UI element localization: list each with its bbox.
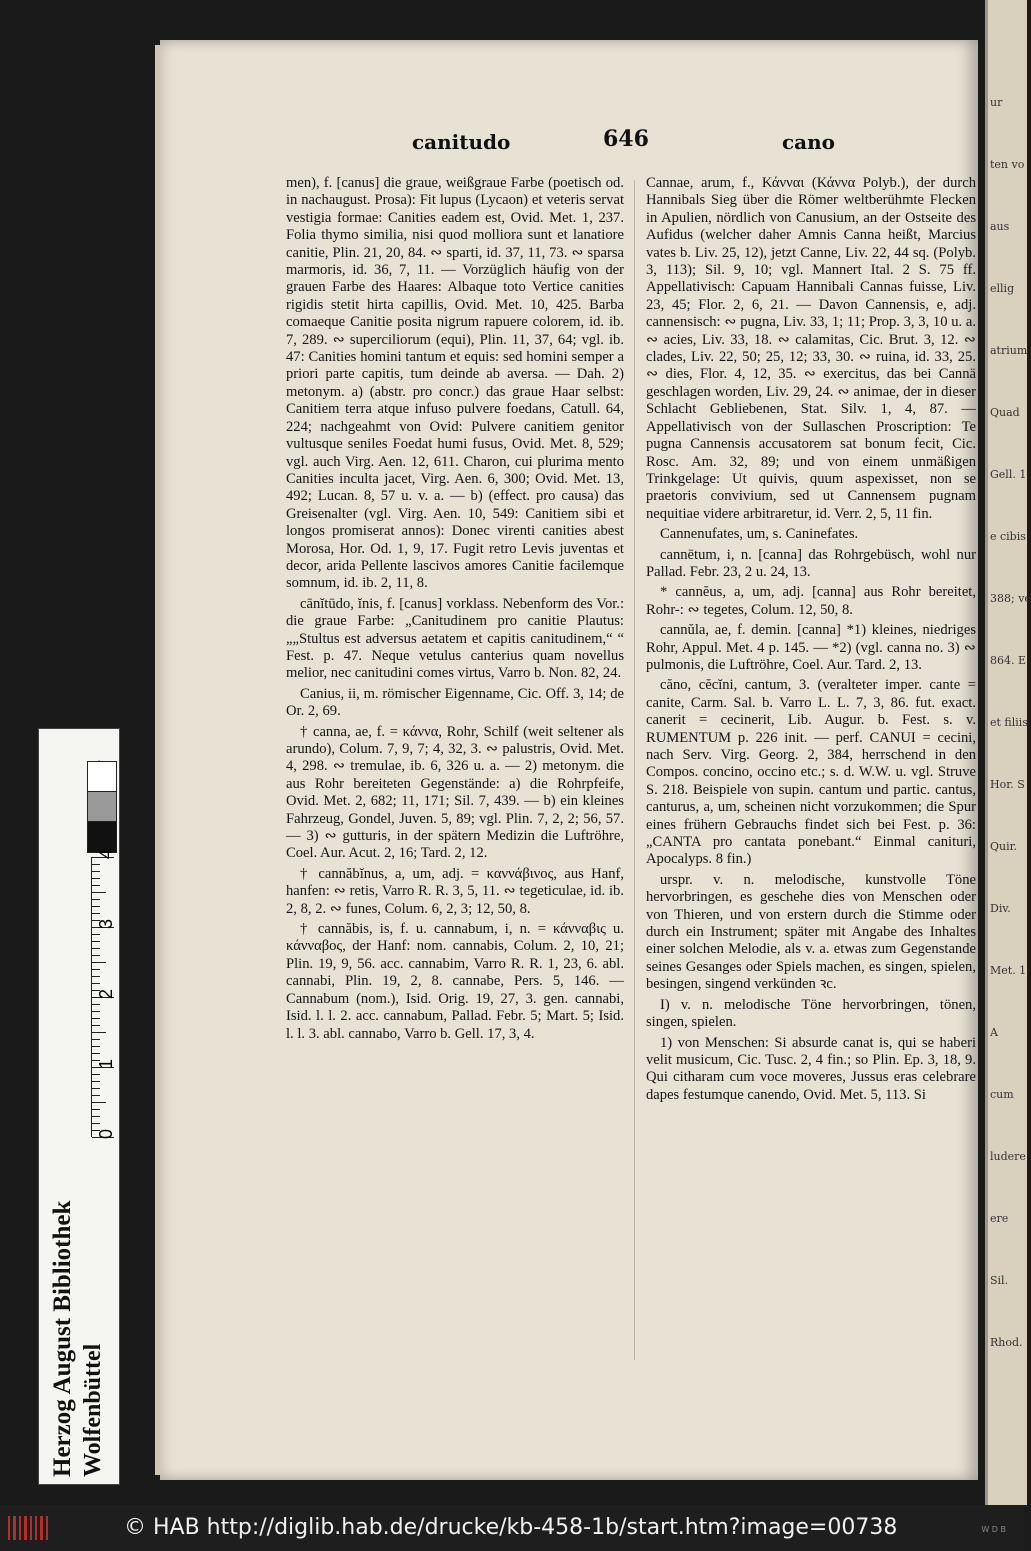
neighbor-page-edge: [985, 0, 1031, 1505]
neighbor-text-fragment: atrium: [990, 344, 1028, 357]
ruler-tick: [92, 1011, 100, 1012]
gray-swatch: [87, 791, 117, 823]
gray-swatch: [87, 761, 117, 793]
hab-logo-icon: [8, 1516, 48, 1540]
header-left-word: canitudo: [412, 130, 511, 154]
book-page: [160, 40, 978, 1480]
neighbor-text-fragment: 388; ve: [990, 592, 1031, 605]
copyright-url[interactable]: © HAB http://diglib.hab.de/drucke/kb-458-1b/start.htm?image=00738: [124, 1515, 898, 1540]
dictionary-entry: Cannenufates, um, s. Caninefates.: [660, 526, 859, 543]
dictionary-entry: men), f. [canus] die graue, weißgraue Farbe (poetisch od. in nachaugust. Prosa): Fit lupus (Lycaon) et veteris servat vestigia formae: Canities eadem est, Ovid. Met. 1, 237. Folia thymo similia, nisi quod molliora sunt et lanatiore canitie, Plin. 21, 20, 84. ∾ sparti, id. 37, 11, 73. ∾ sparsa marmoris, id. 36, 7, 11. — Vorzüglich häufig von der grauen Farbe des Haares: Albaque toto Vertice canities rigidis stetit hirta capillis, Ovid. Met. 10, 425. Barba comaeque Canitie posita nigrum rapuere colorem, id. ib. 7, 289. ∾ superciliorum (equi), Plin. 11, 37, 64; vgl. ib. 47: Canities homini tantum et equis: sed homini semper a priori parte capitis, tum deinde ab aversa. — Dah. 2) metonym. a) (abstr. pro concr.) das graue Haar selbst: Canitiem terra atque infuso pulvere foedans, Catull. 64, 224; nachgeahmt von Ovid: Pulvere canitiem genitor vultusque seniles Foedat humi fusus, Ovid. Met. 8, 529; vgl. auch Virg. Aen. 12, 611. Charon, cui plurima mento Canities inculta jacet, Virg. Aen. 6, 300; Ovid. Met. 13, 492; Lucan. 8, 57 u. v. a. — b) (effect. pro causa) das Greisenalter (vgl. Virg. Aen. 10, 549: Canitiem sibi et longos promiserat annos): Donec virenti canities abest Morosa, Hor. Od. 1, 9, 17. Fugit retro Levis juventas et decor, arida Pellente lascivos amores Canitie facilemque somnum, id. ib. 2, 11, 8.: [286, 175, 624, 592]
ruler-tick: [92, 1039, 100, 1040]
ruler-tick: [92, 1032, 106, 1033]
neighbor-text-fragment: cum: [990, 1088, 1014, 1101]
running-header: [160, 126, 978, 164]
neighbor-text-fragment: ellig: [990, 282, 1015, 295]
ruler-tick: [92, 962, 106, 963]
ruler-tick: [92, 969, 100, 970]
ruler-tick: [92, 941, 100, 942]
neighbor-text-fragment: Met. 1: [990, 964, 1027, 977]
neighbor-text-fragment: Quir.: [990, 840, 1018, 853]
ruler: [91, 848, 118, 1139]
neighbor-text-fragment: Sil.: [990, 1274, 1009, 1287]
neighbor-text-fragment: ten vo: [990, 158, 1025, 171]
ruler-tick: [92, 913, 100, 914]
column-divider: [634, 180, 635, 1360]
neighbor-text-fragment: e cibis: [990, 530, 1026, 543]
ruler-tick: [92, 1109, 100, 1110]
ruler-number: 0: [96, 1128, 116, 1139]
ruler-tick: [92, 1018, 100, 1019]
neighbor-text-fragment: Gell. 1: [990, 468, 1027, 481]
neighbor-text-fragment: et filiis: [990, 716, 1028, 729]
dictionary-entry: căno, cĕcĭni, cantum, 3. (veralteter imper. cante = canite, Carm. Sal. b. Varro L. L. 7, 3, 86. fut. exact. canerit = cecinerit, Lib. Augur. b. Fest. s. v. RUMENTUM p. 226 init. — perf. CANUI = cecini, nach Serv. Virg. Georg. 2, 384, herrschend in den Compos. concino, occino etc.; s. d. W.W. u. vgl. Struve S. 218. Beispiele von supin. cantum und partic. cantus, canturus, a, um, scheinen nicht vorzukommen; die Spur eines frühern Gebrauchs findet sich bei Fest. p. 36: „CANTA pro cantata ponebant.“ Einmal canituri, Apocalyps. 8 fin.): [646, 677, 976, 868]
dictionary-entry: cānĭtūdo, ĭnis, f. [canus] vorklass. Nebenform des Vor.: die graue Farbe: „Canitudinem pro canitie Plautus: „„Stultus est adversus aetatem et capitis canitudinem,“ “ Fest. p. 47. Neque vetulus canterius quam novellus melior, nec canitudini comes virtus, Varro b. Non. 82, 24.: [286, 595, 624, 682]
ruler-number: 3: [96, 918, 116, 929]
neighbor-text-fragment: Hor. S: [990, 778, 1025, 791]
ruler-tick: [92, 1025, 100, 1026]
ruler-number: 1: [96, 1058, 116, 1069]
ruler-tick: [92, 1053, 100, 1054]
left-column: [286, 175, 624, 1046]
scale-bar: [38, 728, 120, 1485]
neighbor-text-fragment: A: [990, 1026, 998, 1039]
neighbor-text-fragment: Quad: [990, 406, 1020, 419]
library-name: Herzog August Bibliothek: [49, 1200, 76, 1477]
ruler-tick: [92, 906, 100, 907]
dictionary-entry: † cannăbis, is, f. u. cannabum, i, n. = κάνναβις u. κάνναβος, der Hanf: nom. cannabis, Colum. 2, 10, 21; Plin. 19, 9, 56. acc. cannabim, Varro R. R. 1, 23, 6. abl. cannabi, Plin. 19, 2, 8. cannabe, Pers. 5, 146. — Cannabum (nom.), Isid. Orig. 19, 27, 3. gen. cannabi, Isid. l. l. 2. acc. cannabum, Pallad. Febr. 5; Mart. 5; Isid. l. l. 3. abl. cannabo, Varro b. Gell. 17, 3, 4.: [286, 921, 624, 1042]
corner-mark: W D B: [981, 1525, 1006, 1534]
ruler-tick: [92, 1004, 100, 1005]
ruler-tick: [92, 1123, 100, 1124]
ruler-number: 4: [96, 848, 116, 859]
ruler-tick: [92, 1102, 106, 1103]
dictionary-entry: 1) von Menschen: Si absurde canat is, qui se haberi velit musicum, Cic. Tusc. 2, 4 fin.; so Plin. Ep. 3, 18, 9. Qui citharam cum voce moveres, Jussus eras celebrare dapes festumque canendo, Ovid. Met. 5, 113. Si: [646, 1034, 976, 1103]
ruler-tick: [92, 1095, 100, 1096]
ruler-tick: [92, 983, 100, 984]
dictionary-entry: cannētum, i, n. [canna] das Rohrgebüsch, wohl nur Pallad. Febr. 23, 2 u. 24, 13.: [646, 546, 976, 580]
header-right-word: cano: [782, 130, 836, 154]
right-column: [646, 175, 976, 1107]
dictionary-entry: † canna, ae, f. = κάννα, Rohr, Schilf (weit seltener als arundo), Colum. 7, 9, 7; 4, 32, 3. ∾ palustris, Ovid. Met. 4, 298. ∾ tremulae, ib. 6, 326 u. a. — 2) metonym. die aus Rohr bereiteten Gegenstände: a) die Rohrpfeife, Ovid. Met. 2, 682; 11, 171; Sil. 7, 439. — b) ein kleines Fahrzeug, Gondel, Juven. 5, 89; vgl. Plin. 7, 2, 2; 56, 57. — 3) ∾ gutturis, in der spätern Medizin die Luftröhre, Coel. Aur. Acut. 2, 16; Tard. 2, 12.: [286, 723, 624, 862]
neighbor-text-fragment: ere: [990, 1212, 1009, 1225]
dictionary-entry: urspr. v. n. melodische, kunstvolle Töne hervorbringen, es geschehe dies von Menschen oder von Thieren, und von erstern durch die Stimme oder durch ein Instrument; später mit Angabe des Inhaltes einer solchen Melodie, als v. a. etwas zum Gegenstande seines Gesanges oder Spiels machen, es singen, spielen, besingen, singend verkünden ꝛc.: [646, 871, 976, 993]
dictionary-entry: Cannae, arum, f., Κάνναι (Κάννα Polyb.), der durch Hannibals Sieg über die Römer weltberühmte Flecken in Apulien, nördlich von Canusium, an der Ostseite des Aufidus (welcher daher Amnis Canna heißt, Marcius vates b. Liv. 25, 12), jetzt Canne, Liv. 22, 44 sq. (Polyb. 3, 113); Sil. 9, 10; vgl. Mannert Ital. 2 S. 75 ff. Appellativisch: Capuam Hannibali Cannas fuisse, Liv. 23, 45; Flor. 2, 6, 21. — Davon Cannensis, e, adj. cannensisch: ∾ pugna, Liv. 33, 1; 11; Prop. 3, 3, 10 u. a. ∾ acies, Liv. 33, 18. ∾ calamitas, Cic. Brut. 3, 12. ∾ clades, Liv. 22, 50; 25, 12; 33, 30. ∾ ruina, id. 33, 25. ∾ dies, Flor. 4, 12, 35. ∾ exercitus, das bei Cannä geschlagen worden, Liv. 29, 24. ∾ animae, der in dieser Schlacht Gebliebenen, Stat. Silv. 1, 4, 87. — Appellativisch von der Sullaschen Proscription: Te pugna Cannensis accusatorem sat bonum fecit, Cic. Rosc. Am. 32, 89; und von einem unmäßigen Trinkgelage: Ut quivis, quum aspexisset, non se praetoris convivium, sed ut Cannensem pugnam nequitiae videre arbitraretur, id. Verr. 2, 5, 11 fin.: [646, 175, 976, 522]
neighbor-text-fragment: aus: [990, 220, 1010, 233]
neighbor-text-fragment: 864. E: [990, 654, 1027, 667]
neighbor-text-fragment: ludere: [990, 1150, 1026, 1163]
ruler-tick: [92, 899, 100, 900]
ruler-tick: [92, 878, 100, 879]
ruler-tick: [92, 1088, 100, 1089]
neighbor-text-fragment: ur: [990, 96, 1003, 109]
ruler-tick: [92, 885, 100, 886]
ruler-tick: [92, 871, 100, 872]
ruler-tick: [92, 1046, 100, 1047]
ruler-tick: [92, 948, 100, 949]
ruler-tick: [92, 976, 100, 977]
ruler-tick: [92, 864, 100, 865]
dictionary-entry: Canius, ii, m. römischer Eigenname, Cic. Off. 3, 14; de Or. 2, 69.: [286, 685, 624, 720]
page-number: 646: [603, 126, 649, 152]
ruler-tick: [92, 1074, 100, 1075]
neighbor-text-fragment: Rhod.: [990, 1336, 1023, 1349]
ruler-tick: [92, 892, 106, 893]
library-city: Wolfenbüttel: [80, 1343, 106, 1477]
viewer-footer: [0, 1505, 1024, 1551]
ruler-tick: [92, 955, 100, 956]
ruler-tick: [92, 1081, 100, 1082]
dictionary-entry: I) v. n. melodische Töne hervorbringen, tönen, singen, spielen.: [646, 996, 976, 1031]
ruler-tick: [92, 1116, 100, 1117]
dictionary-entry: cannŭla, ae, f. demin. [canna] *1) kleines, niedriges Rohr, Appul. Met. 4 p. 145. — *2) (vgl. canna no. 3) ∾ pulmonis, die Luftröhre, Coel. Aur. Tard. 2, 13.: [646, 622, 976, 673]
neighbor-text-fragment: Div.: [990, 902, 1011, 915]
ruler-tick: [92, 934, 100, 935]
dictionary-entry: † cannăbĭnus, a, um, adj. = καννάβινος, aus Hanf, hanfen: ∾ retis, Varro R. R. 3, 5, 11. ∾ tegeticulae, id. ib. 2, 8, 2. ∾ funes, Colum. 6, 2, 3; 12, 50, 8.: [286, 865, 624, 917]
ruler-number: 2: [96, 988, 116, 999]
dictionary-entry: * cannĕus, a, um, adj. [canna] aus Rohr bereitet, Rohr-: ∾ tegetes, Colum. 12, 50, 8.: [646, 584, 976, 618]
